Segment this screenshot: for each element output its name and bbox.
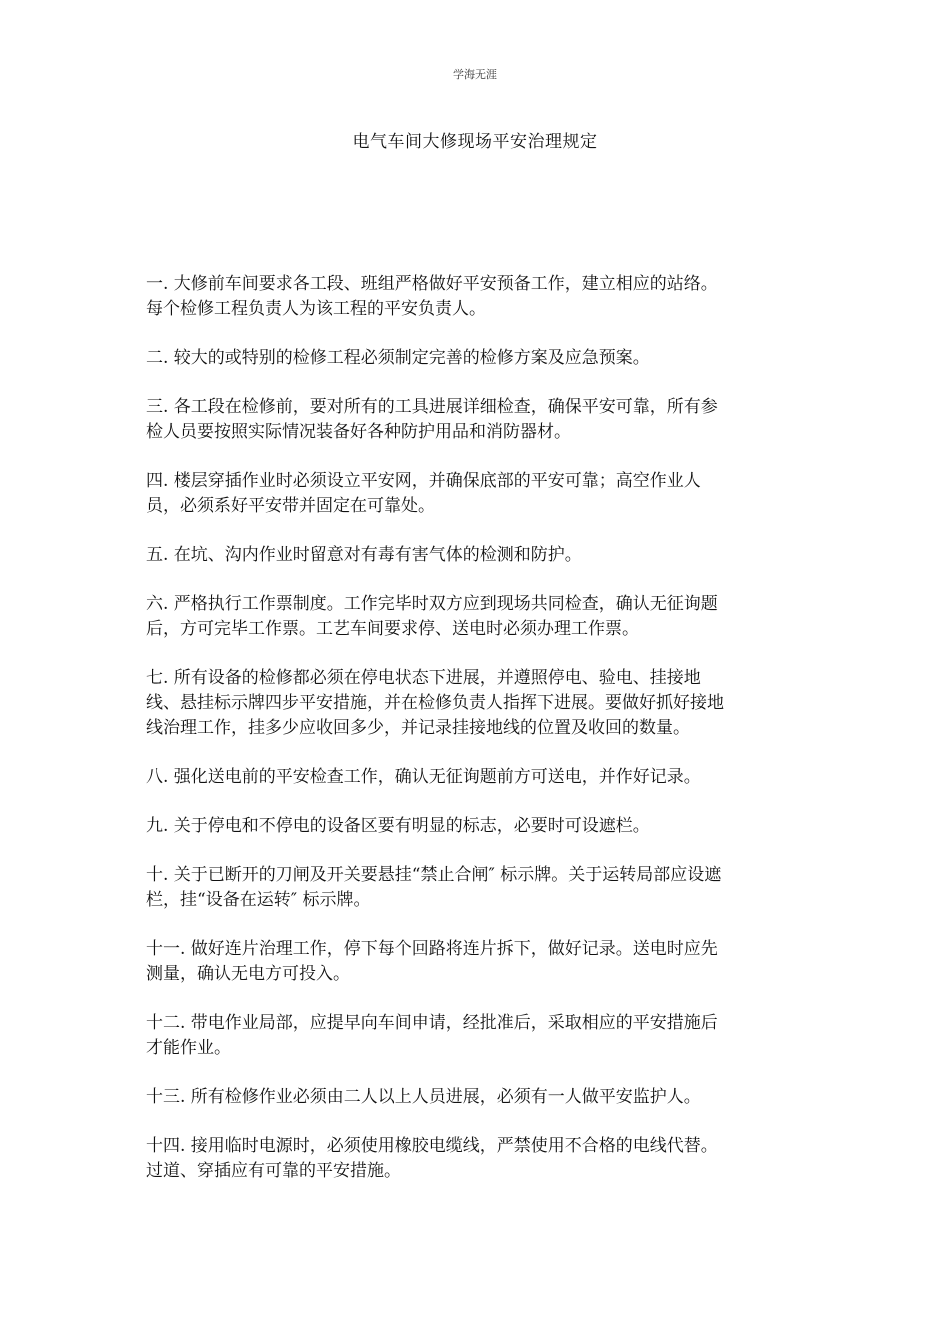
paragraph-line: 员，必须系好平安带并固定在可靠处。 — [146, 496, 435, 516]
paragraph-9 — [146, 814, 806, 839]
paragraph-line: 过道、穿插应有可靠的平安措施。 — [146, 1161, 401, 1181]
paragraph-7 — [146, 666, 806, 741]
paragraph-line: 十二. 带电作业局部，应提早向车间申请，经批准后，采取相应的平安措施后 — [146, 1013, 718, 1033]
paragraph-11 — [146, 937, 806, 987]
paragraph-3 — [146, 395, 806, 445]
paragraph-line: 七. 所有设备的检修都必须在停电状态下进展，并遵照停电、验电、挂接地 — [146, 668, 701, 688]
paragraph-line: 三. 各工段在检修前，要对所有的工具进展详细检查，确保平安可靠，所有参 — [146, 397, 718, 417]
paragraph-line: 八. 强化送电前的平安检查工作，确认无征询题前方可送电，并作好记录。 — [146, 767, 701, 787]
document-body — [146, 272, 806, 1208]
paragraph-line: 每个检修工程负责人为该工程的平安负责人。 — [146, 299, 486, 319]
document-title: 电气车间大修现场平安治理规定 — [352, 132, 598, 152]
paragraph-line: 栏，挂“设备在运转″ 标示牌。 — [146, 890, 371, 910]
paragraph-4 — [146, 469, 806, 519]
paragraph-line: 检人员要按照实际情况装备好各种防护用品和消防器材。 — [146, 422, 571, 442]
paragraph-line: 线、悬挂标示牌四步平安措施，并在检修负责人指挥下进展。要做好抓好接地 — [146, 693, 724, 713]
paragraph-12 — [146, 1011, 806, 1061]
paragraph-line: 线治理工作，挂多少应收回多少，并记录挂接地线的位置及收回的数量。 — [146, 718, 690, 738]
paragraph-line: 测量，确认无电方可投入。 — [146, 964, 350, 984]
paragraph-6 — [146, 592, 806, 642]
paragraph-14 — [146, 1134, 806, 1184]
paragraph-5 — [146, 543, 806, 568]
paragraph-1 — [146, 272, 806, 322]
paragraph-line: 才能作业。 — [146, 1038, 231, 1058]
paragraph-13 — [146, 1085, 806, 1110]
paragraph-line: 十三. 所有检修作业必须由二人以上人员进展，必须有一人做平安监护人。 — [146, 1087, 701, 1107]
paragraph-line: 二. 较大的或特别的检修工程必须制定完善的检修方案及应急预案。 — [146, 348, 650, 368]
page-header: 学海无涯 — [453, 68, 497, 81]
paragraph-2 — [146, 346, 806, 371]
paragraph-10 — [146, 863, 806, 913]
paragraph-line: 一. 大修前车间要求各工段、班组严格做好平安预备工作，建立相应的站络。 — [146, 274, 718, 294]
paragraph-8 — [146, 765, 806, 790]
paragraph-line: 后，方可完毕工作票。工艺车间要求停、送电时必须办理工作票。 — [146, 619, 639, 639]
paragraph-line: 六. 严格执行工作票制度。工作完毕时双方应到现场共同检查，确认无征询题 — [146, 594, 718, 614]
paragraph-line: 四. 楼层穿插作业时必须设立平安网，并确保底部的平安可靠；高空作业人 — [146, 471, 701, 491]
paragraph-line: 十一. 做好连片治理工作，停下每个回路将连片拆下，做好记录。送电时应先 — [146, 939, 718, 959]
paragraph-line: 十四. 接用临时电源时，必须使用橡胶电缆线，严禁使用不合格的电线代替。 — [146, 1136, 718, 1156]
paragraph-line: 十. 关于已断开的刀闸及开关要悬挂“禁止合闸″ 标示牌。关于运转局部应设遮 — [146, 865, 722, 885]
paragraph-line: 九. 关于停电和不停电的设备区要有明显的标志，必要时可设遮栏。 — [146, 816, 650, 836]
paragraph-line: 五. 在坑、沟内作业时留意对有毒有害气体的检测和防护。 — [146, 545, 582, 565]
